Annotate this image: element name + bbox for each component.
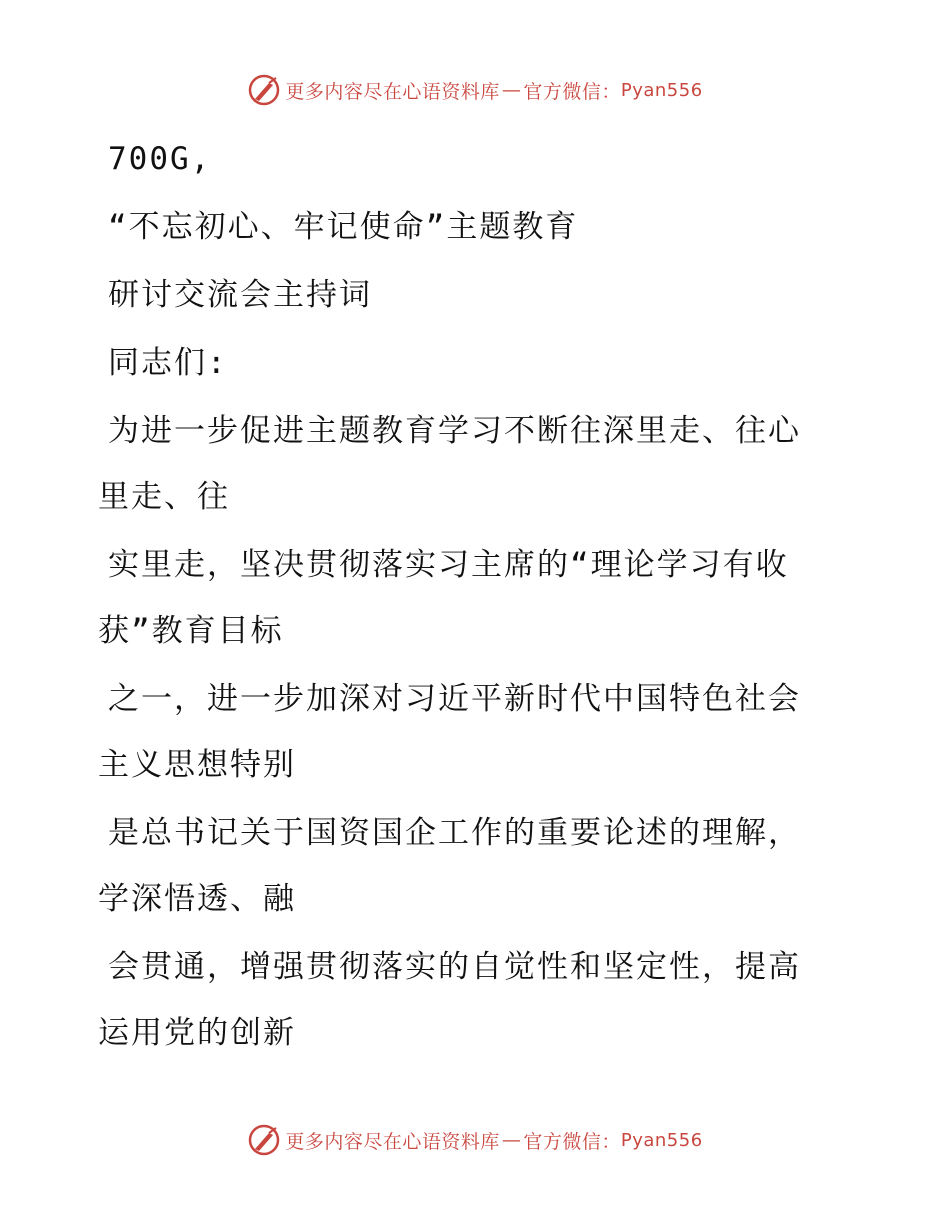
doc-line: 实里走，坚决贯彻落实习主席的“理论学习有收: [108, 547, 789, 583]
doc-line: 700G,: [108, 141, 212, 177]
quill-logo-icon: [247, 1123, 281, 1157]
doc-line: 运用党的创新: [98, 1015, 296, 1051]
doc-line: 为进一步促进主题教育学习不断往深里走、往心: [108, 413, 801, 449]
watermark-main-text: 更多内容尽在心语资料库: [285, 80, 500, 103]
doc-line: 之一，进一步加深对习近平新时代中国特色社会: [108, 681, 801, 717]
header-watermark: [0, 70, 950, 110]
watermark-main-text: 更多内容尽在心语资料库: [285, 1130, 500, 1153]
footer-watermark: [0, 1120, 950, 1160]
document-body: [98, 125, 838, 1067]
watermark-dash: —: [501, 1129, 522, 1151]
watermark-sub-text: 官方微信：: [523, 1130, 621, 1153]
doc-line: 里走、往: [98, 479, 230, 515]
quill-logo-icon: [247, 73, 281, 107]
watermark-wechat-id: Pyan556: [620, 1129, 703, 1151]
watermark-dash: —: [501, 79, 522, 101]
watermark-wechat-id: Pyan556: [620, 79, 703, 101]
doc-salutation: 同志们:: [108, 345, 228, 381]
watermark-sub-text: 官方微信：: [523, 80, 621, 103]
doc-title-line-1: “不忘初心、牢记使命”主题教育: [108, 209, 579, 245]
doc-line: 会贯通，增强贯彻落实的自觉性和坚定性，提高: [108, 949, 801, 985]
doc-line: 学深悟透、融: [98, 881, 296, 917]
doc-title-line-2: 研讨交流会主持词: [108, 277, 372, 313]
doc-line: 是总书记关于国资国企工作的重要论述的理解，: [108, 815, 801, 851]
doc-line: 获”教育目标: [98, 613, 284, 649]
doc-line: 主义思想特别: [98, 747, 296, 783]
